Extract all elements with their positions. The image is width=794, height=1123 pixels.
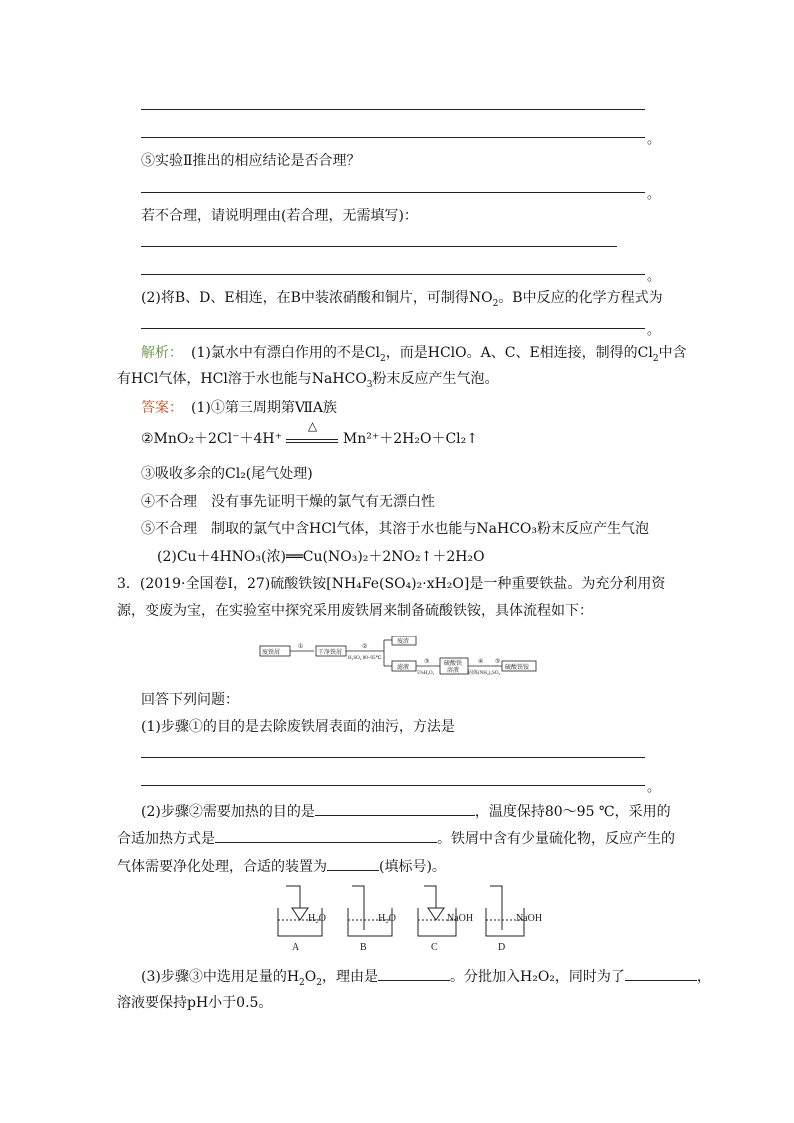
answer-line[interactable] <box>141 137 645 138</box>
answer-label: 答案： <box>141 399 183 415</box>
apparatus-reagent: NaOH <box>447 913 474 924</box>
period: 。 <box>647 323 661 338</box>
flow-text: 废渣 <box>397 639 410 645</box>
process-flowchart <box>258 636 538 676</box>
q3-line-1: 3．(2019·全国卷Ⅰ，27)硫酸铁铵[NH₄Fe(SO₄)₂·xH₂O]是一种重要铁盐。为充分利用资 <box>117 576 666 592</box>
answer-line-5: ⑤不合理 制取的氯气中含HCl气体，其溶于水也能与NaHCO₃粉末反应产生气泡 <box>141 521 650 537</box>
flow-text: 硫酸铁 <box>444 661 463 667</box>
q5-prompt: ⑤实验Ⅱ推出的相应结论是否合理？ <box>141 153 361 169</box>
apparatus-label: C <box>431 942 438 952</box>
q3-3-line-2: 溶液要保持pH小于0.5。 <box>117 995 273 1011</box>
heat-arrow: △ <box>286 431 338 443</box>
period: 。 <box>647 187 661 202</box>
period: 。 <box>647 269 661 284</box>
answer-blank[interactable] <box>625 966 697 981</box>
flow-text: 滤液 <box>397 665 410 671</box>
answer-line[interactable] <box>141 192 645 193</box>
apparatus-label: D <box>498 942 506 952</box>
apparatus-label: A <box>292 942 300 952</box>
flow-text: ① <box>298 644 304 650</box>
flow-text: H₂SO₄ 80~95℃ <box>348 656 382 661</box>
answer-line[interactable] <box>141 109 645 110</box>
answer-blank[interactable] <box>378 966 450 981</box>
analysis-label: 解析： <box>141 344 183 360</box>
flow-text: 5%H₂O₂ <box>417 671 435 676</box>
flow-text: ② <box>362 644 368 650</box>
flow-text: 废铁屑 <box>262 650 281 656</box>
apparatus-d <box>486 886 524 936</box>
answer-blank[interactable] <box>215 828 437 843</box>
answer-blank[interactable] <box>315 801 475 816</box>
apparatus-label: B <box>360 942 367 952</box>
q3-2-line-1: (2)步骤②需要加热的目的是 ，温度保持80～95 ℃，采用的 <box>141 801 671 821</box>
answer-prompt: 回答下列问题： <box>141 692 239 708</box>
answer-line-1: 答案： (1)①第三周期第ⅦA族 <box>141 399 338 416</box>
q3-3-line-1: (3)步骤③中选用足量的$H_2O_2$，理由是 。分批加入H₂O₂，同时为了 ， <box>141 966 711 986</box>
q3-2-line-3: 气体需要净化处理，合适的装置为 (填标号)。 <box>117 856 446 876</box>
answer-line[interactable] <box>141 785 645 786</box>
flow-text: ③ <box>424 659 430 665</box>
q3-line-2: 源，变废为宝，在实验室中探究采用废铁屑来制备硫酸铁铵，具体流程如下： <box>117 603 593 619</box>
answer-blank[interactable] <box>327 856 379 871</box>
q3-1-prompt: (1)步骤①的目的是去除废铁屑表面的油污，方法是 <box>141 719 455 735</box>
absorption-apparatus <box>272 880 552 952</box>
period: 。 <box>647 132 661 147</box>
apparatus-b <box>348 886 392 936</box>
answer-line-3: ③吸收多余的Cl₂(尾气处理) <box>141 466 313 482</box>
answer-line[interactable] <box>141 757 645 758</box>
flow-text: 溶液 <box>447 668 460 674</box>
q3-2-line-2: 合适加热方式是 。铁屑中含有少量硫化物，反应产生的 <box>117 828 675 848</box>
apparatus-a <box>278 886 322 936</box>
flow-text: 干净铁屑 <box>318 650 343 656</box>
answer-line-4: ④不合理 没有事先证明干燥的氯气有无漂白性 <box>141 494 435 510</box>
apparatus-c <box>418 886 456 936</box>
answer-line[interactable] <box>141 246 617 247</box>
analysis-line-2: 有HCl气体，HCl溶于水也能与NaHCO$_3$粉末反应产生气泡。 <box>117 371 499 390</box>
period: 。 <box>647 780 661 795</box>
flow-text: ④ <box>478 659 484 665</box>
q2-prompt: (2)将B、D、E相连，在B中装浓硝酸和铜片，可制得$NO_2$。B中反应的化学方程式为 <box>141 290 663 309</box>
apparatus-reagent: H₂O <box>378 913 396 924</box>
analysis-line-1: 解析： (1)氯水中有漂白作用的不是$Cl_2$，而是HClO。A、C、E相连接，制得的$Cl_2$中含 <box>141 344 687 364</box>
answer-line[interactable] <box>141 328 645 329</box>
flow-text: 固体(NH₄)₂SO₄ <box>468 671 501 676</box>
apparatus-reagent: H₂O <box>308 913 326 924</box>
answer-line[interactable] <box>141 274 645 275</box>
answer-line-6: (2)Cu＋4HNO₃(浓)══Cu(NO₃)₂＋2NO₂↑＋2H₂O <box>157 549 485 565</box>
apparatus-reagent: NaOH <box>516 913 543 924</box>
q5-reason-prompt: 若不合理，请说明理由(若合理，无需填写)： <box>141 208 418 224</box>
flow-text: ⑤ <box>495 659 501 665</box>
answer-line-2: ②MnO₂＋2Cl⁻＋4H⁺ △ Mn²⁺＋2H₂O＋Cl₂↑ <box>141 419 478 447</box>
flow-text: 硫酸铁铵 <box>505 665 530 671</box>
